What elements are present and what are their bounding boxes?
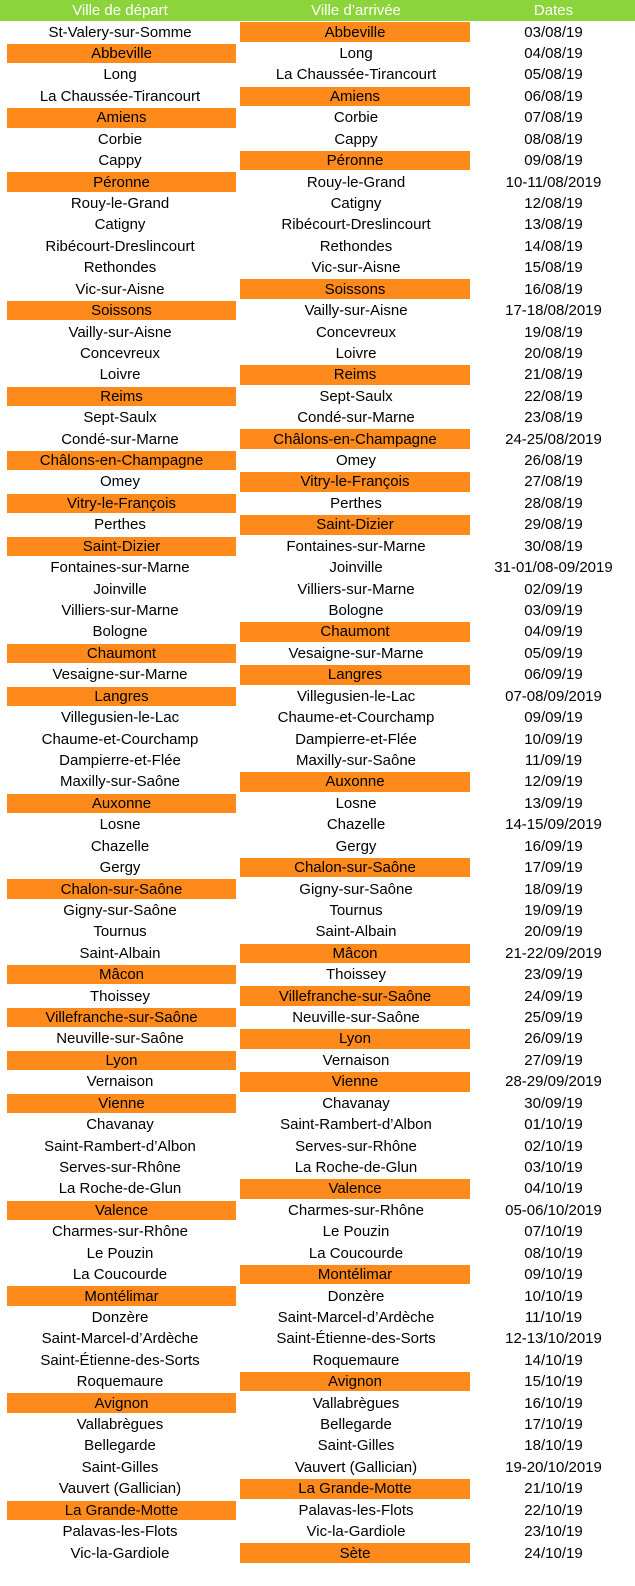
- arrival-city-cell: Villefranche-sur-Saône: [240, 986, 470, 1005]
- departure-city-cell: Losne: [99, 816, 141, 834]
- arrival-city-cell: Vic-sur-Aisne: [311, 259, 401, 277]
- arrival-city-cell: Valence: [240, 1179, 470, 1198]
- departure-city-cell: Le Pouzin: [86, 1244, 154, 1262]
- date-cell: 14-15/09/2019: [505, 816, 602, 834]
- departure-city-cell: Rouy-le-Grand: [70, 195, 170, 212]
- date-cell: 24/09/19: [524, 987, 583, 1005]
- departure-city-cell: Valence: [7, 1201, 236, 1220]
- arrival-city-cell: Reims: [240, 365, 470, 384]
- arrival-city-cell: Serves-sur-Rhône: [295, 1137, 417, 1155]
- date-cell: 04/09/19: [524, 623, 583, 641]
- date-cell: 06/09/19: [524, 666, 583, 684]
- date-cell: 21/10/19: [524, 1480, 583, 1498]
- arrival-city-cell: La Roche-de-Glun: [294, 1158, 418, 1176]
- arrival-city-cell: Long: [339, 45, 373, 63]
- date-cell: 05/08/19: [524, 66, 583, 84]
- date-cell: 31-01/08-09/2019: [494, 559, 613, 577]
- arrival-city-cell: Loivre: [335, 344, 377, 362]
- date-cell: 17/10/19: [524, 1416, 583, 1434]
- departure-city-cell: La Coucourde: [72, 1266, 168, 1284]
- departure-city-cell: Loivre: [99, 366, 141, 384]
- arrival-city-cell: Bellegarde: [320, 1416, 392, 1434]
- arrival-city-cell: Saint-Dizier: [240, 515, 470, 534]
- date-cell: 02/09/19: [524, 580, 583, 598]
- departure-city-cell: Chaume-et-Courchamp: [41, 730, 199, 748]
- departure-city-cell: Villiers-sur-Marne: [61, 602, 179, 620]
- arrival-city-cell: Langres: [240, 665, 470, 684]
- date-cell: 30/09/19: [524, 1094, 583, 1112]
- arrival-city-cell: Condé-sur-Marne: [297, 409, 415, 427]
- arrival-city-cell: Vauvert (Gallician): [294, 1458, 418, 1476]
- header-dates: Dates: [472, 0, 635, 21]
- date-cell: 10/10/19: [524, 1287, 583, 1305]
- date-cell: 09/08/19: [524, 152, 583, 170]
- arrival-city-cell: Péronne: [240, 151, 470, 170]
- arrival-city-cell: Corbie: [333, 109, 379, 127]
- departure-city-cell: Long: [103, 66, 137, 84]
- date-cell: 14/08/19: [524, 237, 583, 255]
- departure-city-cell: Saint-Dizier: [7, 537, 236, 556]
- departure-city-cell: Ribécourt-Dreslincourt: [45, 237, 195, 255]
- departure-city-cell: Vesaigne-sur-Marne: [52, 666, 188, 684]
- date-cell: 12/08/19: [524, 195, 583, 212]
- date-cell: 16/10/19: [524, 1394, 583, 1412]
- date-cell: 08/08/19: [524, 130, 583, 148]
- date-cell: 05/09/19: [524, 644, 583, 662]
- date-cell: 11/09/19: [524, 751, 583, 769]
- date-cell: 21/08/19: [524, 366, 583, 384]
- date-cell: 19-20/10/2019: [505, 1458, 602, 1476]
- date-cell: 22/08/19: [524, 387, 583, 405]
- date-cell: 18/09/19: [524, 880, 583, 898]
- date-cell: 16/09/19: [524, 837, 583, 855]
- departure-city-cell: Abbeville: [7, 44, 236, 63]
- date-cell: 16/08/19: [524, 280, 583, 298]
- arrival-city-cell: Chazelle: [326, 816, 386, 834]
- header-ville-arrivee: Ville d’arrivée: [240, 0, 472, 21]
- departure-city-cell: Gigny-sur-Saône: [63, 901, 177, 919]
- departure-city-cell: Villefranche-sur-Saône: [7, 1008, 236, 1027]
- arrival-city-cell: Joinville: [329, 559, 383, 577]
- departure-city-cell: Gergy: [99, 859, 141, 877]
- arrival-city-cell: Avignon: [240, 1372, 470, 1391]
- date-cell: 07-08/09/2019: [505, 687, 602, 705]
- arrival-city-cell: Cappy: [334, 130, 378, 148]
- arrival-city-cell: La Chaussée-Tirancourt: [275, 66, 437, 84]
- date-cell: 09/09/19: [524, 709, 583, 727]
- date-cell: 01/10/19: [524, 1116, 583, 1134]
- date-cell: 18/10/19: [524, 1437, 583, 1455]
- date-cell: 12/09/19: [524, 773, 583, 791]
- arrival-city-cell: Ribécourt-Dreslincourt: [281, 216, 431, 234]
- date-cell: 11/10/19: [524, 1308, 583, 1326]
- departure-city-cell: Chaumont: [7, 644, 236, 663]
- date-cell: 05-06/10/2019: [505, 1201, 602, 1219]
- date-cell: 26/09/19: [524, 1030, 583, 1048]
- departure-city-cell: Neuville-sur-Saône: [56, 1030, 184, 1048]
- departure-city-cell: Perthes: [94, 516, 146, 534]
- arrival-city-cell: Sept-Saulx: [319, 387, 393, 405]
- arrival-city-cell: Maxilly-sur-Saône: [295, 751, 417, 769]
- departure-city-cell: Charmes-sur-Rhône: [52, 1223, 188, 1241]
- arrival-city-cell: Vallabrègues: [312, 1394, 400, 1412]
- date-cell: 20/09/19: [524, 923, 583, 941]
- date-cell: 17-18/08/2019: [505, 302, 602, 320]
- departure-city-cell: Roquemaure: [76, 1373, 164, 1391]
- date-cell: 17/09/19: [524, 859, 583, 877]
- date-cell: 24/10/19: [524, 1544, 583, 1562]
- departure-city-cell: Saint-Albain: [79, 944, 161, 962]
- arrival-city-cell: Saint-Rambert-d’Albon: [280, 1116, 432, 1134]
- departure-city-cell: Saint-Étienne-des-Sorts: [40, 1351, 200, 1369]
- departure-city-cell: Vienne: [7, 1094, 236, 1113]
- date-cell: 02/10/19: [524, 1137, 583, 1155]
- departure-city-cell: Bologne: [92, 623, 148, 641]
- date-cell: 08/10/19: [524, 1244, 583, 1262]
- date-cell: 23/09/19: [524, 966, 583, 984]
- arrival-city-cell: Chalon-sur-Saône: [240, 858, 470, 877]
- date-cell: 03/10/19: [524, 1158, 583, 1176]
- date-cell: 30/08/19: [524, 537, 583, 555]
- departure-city-cell: Tournus: [93, 923, 147, 941]
- arrival-city-cell: Châlons-en-Champagne: [240, 429, 470, 448]
- date-cell: 10/09/19: [524, 730, 583, 748]
- arrival-city-cell: Villegusien-le-Lac: [296, 687, 416, 705]
- arrival-city-cell: Neuville-sur-Saône: [292, 1009, 420, 1027]
- arrival-city-cell: Sète: [240, 1543, 470, 1562]
- departure-city-cell: Fontaines-sur-Marne: [50, 559, 190, 577]
- departure-city-cell: Amiens: [7, 108, 236, 127]
- date-cell: 06/08/19: [524, 87, 583, 105]
- arrival-city-cell: Perthes: [330, 494, 382, 512]
- departure-city-cell: Vic-sur-Aisne: [75, 280, 165, 298]
- arrival-city-cell: Losne: [335, 794, 377, 812]
- departure-city-cell: Vernaison: [86, 1073, 154, 1091]
- departure-city-cell: Bellegarde: [84, 1437, 156, 1455]
- departure-city-cell: Chalon-sur-Saône: [7, 879, 236, 898]
- departure-city-cell: Soissons: [7, 301, 236, 320]
- departure-city-cell: Corbie: [97, 130, 143, 148]
- date-cell: 07/10/19: [524, 1223, 583, 1241]
- arrival-city-cell: Chaume-et-Courchamp: [277, 709, 435, 727]
- departure-city-cell: Concevreux: [79, 344, 161, 362]
- date-cell: 25/09/19: [524, 1009, 583, 1027]
- departure-city-cell: Chavanay: [86, 1116, 154, 1134]
- departure-city-cell: Vitry-le-François: [7, 494, 236, 513]
- arrival-city-cell: Bologne: [328, 602, 384, 620]
- departure-city-cell: Langres: [7, 687, 236, 706]
- date-cell: 13/08/19: [524, 216, 583, 234]
- date-cell: 19/09/19: [524, 901, 583, 919]
- date-cell: 10-11/08/2019: [505, 173, 602, 191]
- arrival-city-cell: Roquemaure: [312, 1351, 400, 1369]
- departure-city-cell: St-Valery-sur-Somme: [48, 23, 192, 41]
- date-cell: 23/08/19: [524, 409, 583, 427]
- departure-city-cell: Condé-sur-Marne: [61, 430, 179, 448]
- date-cell: 19/08/19: [524, 323, 583, 341]
- arrival-city-cell: La Grande-Motte: [240, 1479, 470, 1498]
- departure-city-cell: Serves-sur-Rhône: [59, 1158, 181, 1176]
- arrival-city-cell: Catigny: [330, 195, 382, 212]
- date-cell: 27/09/19: [524, 1051, 583, 1069]
- arrival-city-cell: Chaumont: [240, 622, 470, 641]
- arrival-city-cell: Montélimar: [240, 1265, 470, 1284]
- date-cell: 15/08/19: [524, 259, 583, 277]
- arrival-city-cell: Tournus: [329, 901, 383, 919]
- departure-city-cell: La Roche-de-Glun: [58, 1180, 182, 1198]
- arrival-city-cell: Vernaison: [322, 1051, 390, 1069]
- arrival-city-cell: Dampierre-et-Flée: [295, 730, 417, 748]
- arrival-city-cell: Palavas-les-Flots: [298, 1501, 414, 1519]
- departure-city-cell: Chazelle: [90, 837, 150, 855]
- arrival-city-cell: Donzère: [327, 1287, 385, 1305]
- arrival-city-cell: Vitry-le-François: [240, 472, 470, 491]
- arrival-city-cell: Amiens: [240, 87, 470, 106]
- date-cell: 12-13/10/2019: [505, 1330, 602, 1348]
- arrival-city-cell: Vic-la-Gardiole: [306, 1523, 406, 1541]
- date-cell: 28-29/09/2019: [505, 1073, 602, 1091]
- departure-city-cell: Châlons-en-Champagne: [7, 451, 236, 470]
- arrival-city-cell: Mâcon: [240, 944, 470, 963]
- departure-city-cell: La Chaussée-Tirancourt: [39, 87, 201, 105]
- departure-city-cell: Vic-la-Gardiole: [70, 1544, 170, 1562]
- date-cell: 07/08/19: [524, 109, 583, 127]
- arrival-city-cell: Thoissey: [325, 966, 387, 984]
- arrival-city-cell: Chavanay: [322, 1094, 390, 1112]
- arrival-city-cell: Auxonne: [240, 772, 470, 791]
- date-cell: 22/10/19: [524, 1501, 583, 1519]
- date-cell: 15/10/19: [524, 1373, 583, 1391]
- date-cell: 28/08/19: [524, 494, 583, 512]
- departure-city-cell: Rethondes: [83, 259, 157, 277]
- departure-city-cell: Dampierre-et-Flée: [59, 751, 181, 769]
- departure-city-cell: Saint-Gilles: [81, 1458, 159, 1476]
- departure-city-cell: La Grande-Motte: [7, 1501, 236, 1520]
- arrival-city-cell: Lyon: [240, 1029, 470, 1048]
- date-cell: 14/10/19: [524, 1351, 583, 1369]
- departure-city-cell: Saint-Marcel-d’Ardèche: [41, 1330, 199, 1348]
- date-cell: 20/08/19: [524, 344, 583, 362]
- departure-city-cell: Auxonne: [7, 794, 236, 813]
- date-cell: 09/10/19: [524, 1266, 583, 1284]
- date-cell: 13/09/19: [524, 794, 583, 812]
- date-cell: 04/08/19: [524, 45, 583, 63]
- arrival-city-cell: Fontaines-sur-Marne: [286, 537, 426, 555]
- date-cell: 04/10/19: [524, 1180, 583, 1198]
- arrival-city-cell: Saint-Albain: [315, 923, 397, 941]
- departure-city-cell: Saint-Rambert-d’Albon: [44, 1137, 196, 1155]
- arrival-city-cell: Gergy: [335, 837, 377, 855]
- arrival-city-cell: Vesaigne-sur-Marne: [288, 644, 424, 662]
- arrival-city-cell: Vailly-sur-Aisne: [304, 302, 408, 320]
- arrival-city-cell: Concevreux: [315, 323, 397, 341]
- departure-city-cell: Catigny: [94, 216, 146, 234]
- header-ville-depart: Ville de départ: [0, 0, 240, 21]
- arrival-city-cell: Gigny-sur-Saône: [299, 880, 413, 898]
- arrival-city-cell: Saint-Gilles: [317, 1437, 395, 1455]
- date-cell: 29/08/19: [524, 516, 583, 534]
- departure-city-cell: Montélimar: [7, 1286, 236, 1305]
- date-cell: 23/10/19: [524, 1523, 583, 1541]
- arrival-city-cell: Rethondes: [319, 237, 393, 255]
- departure-city-cell: Vauvert (Gallician): [58, 1480, 182, 1498]
- arrival-city-cell: Omey: [335, 452, 376, 470]
- departure-city-cell: Omey: [99, 473, 140, 491]
- departure-city-cell: Lyon: [7, 1051, 236, 1070]
- departure-city-cell: Joinville: [93, 580, 147, 598]
- departure-city-cell: Thoissey: [89, 987, 151, 1005]
- arrival-city-cell: Saint-Étienne-des-Sorts: [276, 1330, 436, 1348]
- departure-city-cell: Reims: [7, 387, 236, 406]
- departure-city-cell: Sept-Saulx: [83, 409, 157, 427]
- departure-city-cell: Vailly-sur-Aisne: [68, 323, 172, 341]
- departure-city-cell: Maxilly-sur-Saône: [59, 773, 181, 791]
- date-cell: 03/08/19: [524, 23, 583, 41]
- arrival-city-cell: Soissons: [240, 279, 470, 298]
- arrival-city-cell: Charmes-sur-Rhône: [288, 1201, 424, 1219]
- departure-city-cell: Mâcon: [7, 965, 236, 984]
- departure-city-cell: Vallabrègues: [76, 1416, 164, 1434]
- departure-city-cell: Péronne: [7, 172, 236, 191]
- departure-city-cell: Avignon: [7, 1393, 236, 1412]
- arrival-city-cell: Vienne: [240, 1072, 470, 1091]
- arrival-city-cell: La Coucourde: [308, 1244, 404, 1262]
- arrival-city-cell: Villiers-sur-Marne: [297, 580, 415, 598]
- departure-city-cell: Palavas-les-Flots: [62, 1523, 178, 1541]
- departure-city-cell: Villegusien-le-Lac: [60, 709, 180, 727]
- date-cell: 27/08/19: [524, 473, 583, 491]
- arrival-city-cell: Rouy-le-Grand: [306, 173, 406, 191]
- date-cell: 21-22/09/2019: [505, 944, 602, 962]
- date-cell: 26/08/19: [524, 452, 583, 470]
- date-cell: 03/09/19: [524, 602, 583, 620]
- departure-city-cell: Cappy: [98, 152, 142, 170]
- departure-city-cell: Donzère: [91, 1308, 149, 1326]
- arrival-city-cell: Le Pouzin: [322, 1223, 390, 1241]
- arrival-city-cell: Abbeville: [240, 22, 470, 41]
- date-cell: 24-25/08/2019: [505, 430, 602, 448]
- arrival-city-cell: Saint-Marcel-d’Ardèche: [277, 1308, 435, 1326]
